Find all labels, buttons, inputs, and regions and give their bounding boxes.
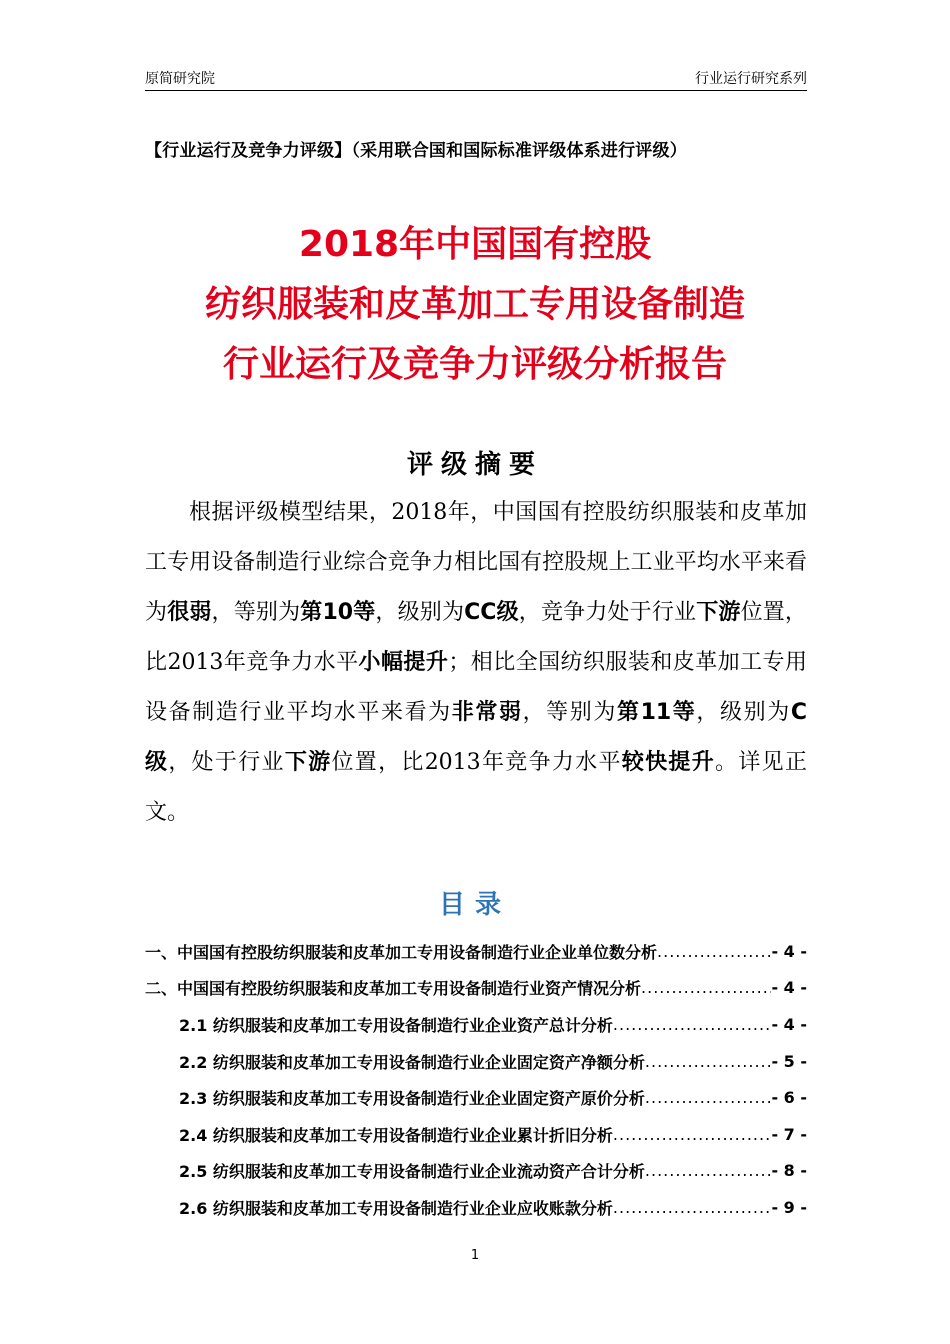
toc-leader (613, 1198, 772, 1217)
toc-leader (613, 1015, 772, 1034)
toc-entry-title: 2.2 纺织服装和皮革加工专用设备制造行业企业固定资产净额分析 (179, 1052, 645, 1072)
abstract-text: ，等别为 (522, 700, 617, 725)
header-publisher: 原简研究院 (145, 71, 215, 87)
toc-leader (641, 978, 771, 997)
toc-entry[interactable] (145, 1116, 807, 1153)
intro-label: 【行业运行及竞争力评级】 (145, 141, 352, 161)
abstract-text: ，等别为 (211, 600, 301, 625)
abstract-text: 位置，比2013年竞争力水平 (331, 750, 622, 775)
toc-entry-title: 二、中国国有控股纺织服装和皮革加工专用设备制造行业资产情况分析 (145, 979, 642, 999)
toc-entry[interactable] (145, 1189, 807, 1226)
toc-entry-page: - 8 - (771, 1161, 807, 1181)
abstract-text: ，处于行业 (168, 750, 285, 775)
toc-entry-title: 2.6 纺织服装和皮革加工专用设备制造行业企业应收账款分析 (179, 1198, 613, 1218)
toc-entry-page: - 4 - (771, 941, 807, 961)
toc-entry-title: 2.1 纺织服装和皮革加工专用设备制造行业企业资产总计分析 (179, 1015, 613, 1035)
toc-entry-title: 2.5 纺织服装和皮革加工专用设备制造行业企业流动资产合计分析 (179, 1162, 645, 1182)
abstract-emphasis: 非常弱 (451, 700, 523, 725)
abstract-emphasis: 下游 (284, 750, 332, 775)
abstract-emphasis: 下游 (696, 600, 741, 625)
report-title (100, 215, 850, 395)
abstract-emphasis: 第10等 (300, 600, 376, 625)
toc-entry[interactable] (145, 1006, 807, 1043)
toc-entry-page: - 9 - (771, 1197, 807, 1217)
toc-entry-page: - 7 - (771, 1124, 807, 1144)
abstract-emphasis: 第11等 (616, 700, 697, 725)
toc-entry[interactable] (145, 1153, 807, 1190)
table-of-contents (145, 933, 807, 1226)
toc-leader (645, 1088, 772, 1107)
abstract-emphasis: 较快提升 (621, 750, 716, 775)
abstract-heading: 评级摘要 (406, 450, 543, 480)
abstract-paragraph (145, 488, 807, 838)
toc-entry-page: - 5 - (771, 1051, 807, 1071)
abstract-emphasis: 小幅提升 (358, 650, 449, 675)
header-series: 行业运行研究系列 (695, 71, 807, 87)
abstract-text: 根据评级模型结果，2018年，中国国有控股纺织服装和皮革加工专用设备制造行业综合竞争力相比国有控股规上工业平均水平来看为 (145, 500, 807, 625)
rating-intro (145, 136, 807, 161)
title-line-2: 纺织服装和皮革加工专用设备制造 (204, 284, 745, 325)
toc-leader (657, 942, 771, 961)
abstract-emphasis: 很弱 (167, 600, 212, 625)
title-line-3: 行业运行及竞争力评级分析报告 (222, 344, 727, 385)
toc-leader (613, 1125, 772, 1144)
title-line-1: 2018年中国国有控股 (298, 224, 652, 265)
toc-entry-page: - 6 - (771, 1088, 807, 1108)
toc-leader (645, 1052, 772, 1071)
toc-entry-page: - 4 - (771, 978, 807, 998)
intro-note: （采用联合国和国际标准评级体系进行评级） (351, 141, 687, 161)
toc-entry[interactable] (145, 970, 807, 1007)
abstract-text: ，级别为 (696, 700, 791, 725)
abstract-emphasis: C级 (145, 700, 807, 775)
abstract-emphasis: CC级 (464, 600, 519, 625)
abstract-text: ，级别为 (375, 600, 465, 625)
toc-entry[interactable] (145, 1043, 807, 1080)
toc-entry[interactable] (145, 933, 807, 970)
toc-entry[interactable] (145, 1079, 807, 1116)
abstract-text: 。详见正文。 (145, 750, 807, 825)
toc-heading: 目录 (438, 890, 511, 920)
toc-entry-page: - 4 - (771, 1014, 807, 1034)
abstract-text: ，竞争力处于行业 (518, 600, 697, 625)
toc-entry-title: 2.4 纺织服装和皮革加工专用设备制造行业企业累计折旧分析 (179, 1125, 613, 1145)
page-header (145, 66, 807, 91)
toc-entry-title: 一、中国国有控股纺织服装和皮革加工专用设备制造行业企业单位数分析 (145, 942, 658, 962)
abstract-text: 位置，比2013年竞争力水平 (145, 600, 807, 675)
abstract-text: ；相比全国纺织服装和皮革加工专用设备制造行业平均水平来看为 (145, 650, 807, 725)
page-number: 1 (470, 1248, 480, 1263)
toc-entry-title: 2.3 纺织服装和皮革加工专用设备制造行业企业固定资产原价分析 (179, 1089, 645, 1109)
toc-leader (645, 1161, 772, 1180)
